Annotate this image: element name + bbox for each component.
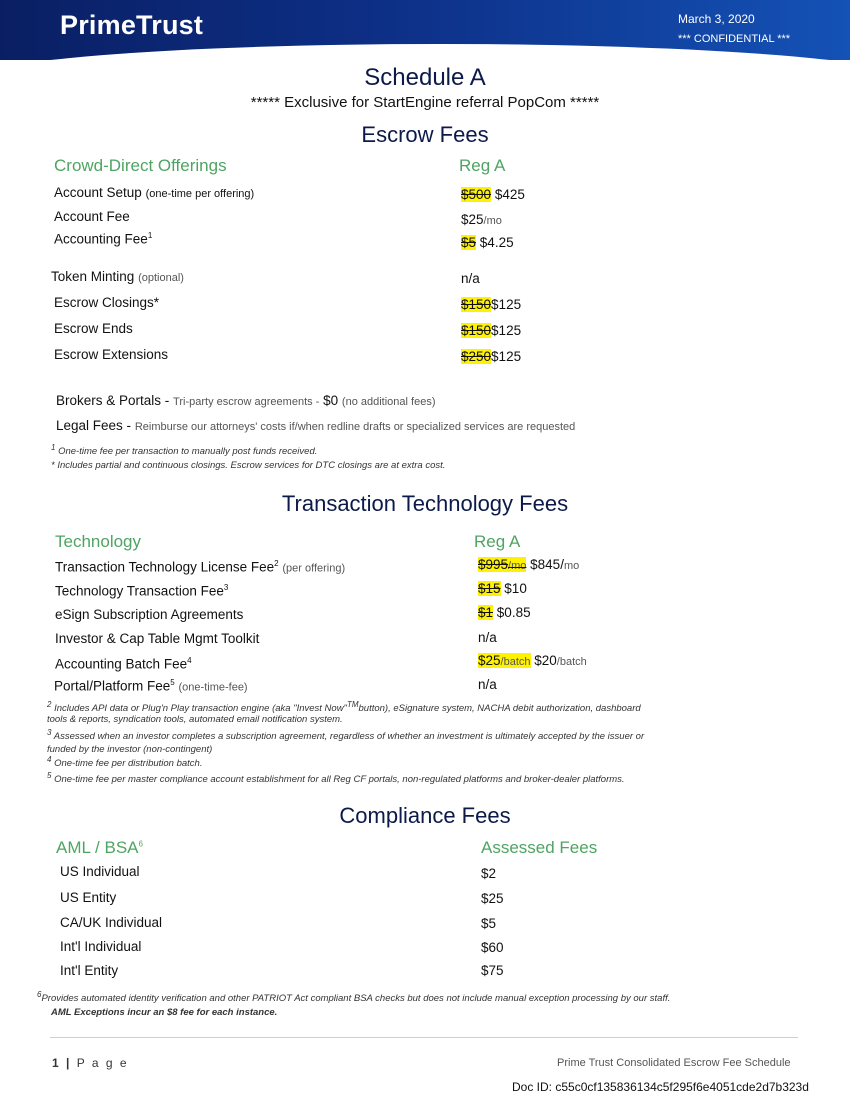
escrow-closings-value: $150$125 [461, 297, 522, 312]
page-number: 1 | P a g e [52, 1056, 129, 1070]
footnote-star: * Includes partial and continuous closings. Escrow services for DTC closings are at extra cost. [51, 460, 446, 471]
compliance-row-value: $25 [481, 891, 504, 906]
footnote-5: $^5$ One-time fee per master compliance account establishment for all Reg CF portals, non-regulated platforms and broker-dealer platforms. [47, 771, 625, 786]
token-minting-label: Token Minting (optional) [51, 269, 184, 284]
tech-col-right: Reg A [474, 532, 521, 551]
legal-fees-row: Legal Fees - Reimburse our attorneys' costs if/when redline drafts or specialized services are requested [56, 418, 576, 433]
aml-exceptions-note: AML Exceptions incur an $8 fee for each instance. [51, 1007, 278, 1018]
page-subtitle: ***** Exclusive for StartEngine referral PopCom ***** [250, 94, 600, 111]
footnote-4: $^4$ One-time fee per distribution batch. [47, 755, 203, 770]
escrow-col-right: Reg A [459, 156, 506, 175]
compliance-row-value: $2 [481, 866, 497, 881]
token-minting-value: n/a [461, 271, 480, 286]
compliance-row-label: Int'l Entity [60, 963, 119, 978]
batch-fee-value: $25/batch $20/batch [478, 653, 587, 668]
account-setup-fee: $500 $425 [461, 187, 525, 202]
account-setup-label: Account Setup (one-time per offering) [54, 185, 255, 200]
compliance-row-value: $5 [481, 916, 497, 931]
escrow-closings-label: Escrow Closings* [54, 295, 160, 310]
page-title: Schedule A [364, 64, 486, 91]
footnote-6: $^6$Provides automated identity verification and other PATRIOT Act compliant BSA checks but does not include manual exception processing by our staff. [37, 990, 671, 1005]
escrow-fees-heading: Escrow Fees [361, 122, 489, 147]
escrow-extensions-label: Escrow Extensions [54, 347, 169, 362]
license-fee-value: $995/mo $845/mo [478, 557, 580, 572]
footnote-1: $^1$ One-time fee per transaction to manually post funds received. [51, 443, 318, 458]
escrow-ends-value: $150$125 [461, 323, 522, 338]
accounting-fee-value: $5 $4.25 [461, 235, 514, 250]
account-fee-label: Account Fee [54, 209, 130, 224]
brokers-portals-row: Brokers & Portals - Tri-party escrow agreements - $0 (no additional fees) [56, 393, 436, 408]
esign-value: $1 $0.85 [478, 605, 531, 620]
escrow-ends-label: Escrow Ends [54, 321, 133, 336]
compliance-row-label: US Individual [60, 864, 140, 879]
footnote-2: $^2$ Includes API data or Plug'n Play transaction engine (aka "Invest Now"™button), eSignature system, NACHA debit authorization, dashboard tools & reports, syndication tools, automated email notification system. [47, 700, 641, 726]
footnote-3: $^3$ Assessed when an investor completes a subscription agreement, regardless of whether an investment is ultimately accepted by the issuer or funded by the investor (non-contingent) [47, 728, 645, 756]
toolkit-value: n/a [478, 630, 497, 645]
tech-fees-heading: Transaction Technology Fees [281, 491, 569, 516]
batch-fee-label: Accounting Batch Fee$^4$ [55, 656, 192, 672]
escrow-col-left: Crowd-Direct Offerings [54, 156, 227, 175]
header-confidential: *** CONFIDENTIAL *** [678, 33, 791, 45]
compliance-col-left: AML / BSA$^6$ [56, 838, 143, 857]
header-curve [0, 44, 850, 60]
header-date: March 3, 2020 [678, 12, 755, 26]
doc-id: Doc ID: c55c0cf135836134c5f295f6e4051cde2d7b323d [512, 1080, 809, 1094]
accounting-fee-label: Accounting Fee$^1$ [54, 231, 153, 247]
license-fee-label: Transaction Technology License Fee$^2$ (per offering) [55, 559, 346, 575]
esign-label: eSign Subscription Agreements [55, 607, 244, 622]
transaction-fee-value: $15 $10 [478, 581, 527, 596]
compliance-row-label: Int'l Individual [60, 939, 142, 954]
portal-fee-label: Portal/Platform Fee$^5$ (one-time-fee) [54, 678, 248, 694]
transaction-fee-label: Technology Transaction Fee$^3$ [55, 583, 229, 599]
tech-col-left: Technology [55, 532, 142, 551]
header-banner [0, 0, 850, 60]
compliance-row-label: CA/UK Individual [60, 915, 163, 930]
compliance-fees-heading: Compliance Fees [339, 803, 511, 828]
escrow-extensions-value: $250$125 [461, 349, 522, 364]
footer-divider [50, 1037, 798, 1038]
compliance-col-right: Assessed Fees [481, 838, 598, 857]
footer-doc-title: Prime Trust Consolidated Escrow Fee Schedule [557, 1057, 791, 1069]
account-fee-value: $25/mo [461, 212, 502, 227]
prime-trust-logo: PrimeTrust [60, 10, 204, 40]
compliance-row-label: US Entity [60, 890, 117, 905]
compliance-row-value: $60 [481, 940, 504, 955]
portal-fee-value: n/a [478, 677, 497, 692]
compliance-row-value: $75 [481, 963, 504, 978]
toolkit-label: Investor & Cap Table Mgmt Toolkit [55, 631, 260, 646]
